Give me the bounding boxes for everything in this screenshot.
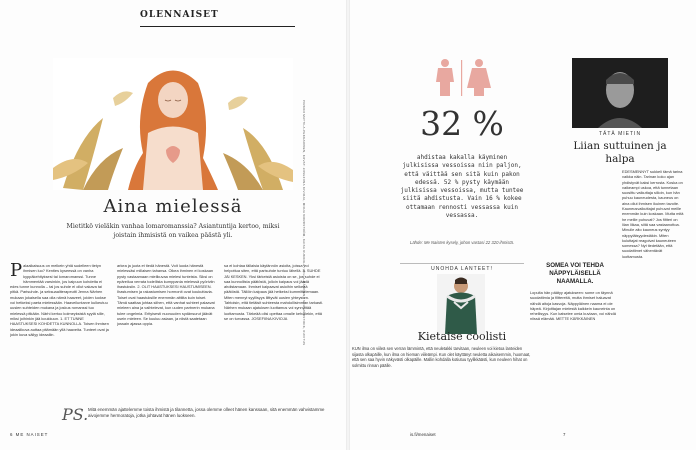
drop-cap: P <box>10 263 23 281</box>
opinion-text-2: Lopulta hän päätyy ajatukseen: some on täynnä suodattimia ja filttereitä, mutta ihmiset haluavat nähdä aitoja kasvoja. Näppyläinen naama ei ole häpeä. Kirjoittajan mielestä kaikkein kauneinta on rehellisyys. Kun katselee omia kuviaan, voi nähdä niissä elämää. METTE KÄRKKÄINEN <box>530 290 616 322</box>
opinion-column-right <box>622 169 684 429</box>
opinion-column-left <box>530 262 620 430</box>
kietaise-text: KUN ilma on viileä sen verran lämmintä, että neuletakki tarvitaan, neuleen voi kietoa lanteiden sijasta olkapäille, kun ilma on hieman viileämpi. Kun olet käyttänyt neuletta aikaisemmin, huomaat, että sen saa hyvin näkyvästi olkapäille. Mallin kohdalla kotiutuu tyylikkäästi, kun neuleen hihat on solmittu rinnan päälle. <box>352 346 531 368</box>
kietaise-title: Kietaise coolisti <box>417 330 507 343</box>
photo-credit: PIRKKO MATTILA-PEKKARINEN, KUVAT: JOSEFIINA KIVIOJA, MIRJA NORDSTRÖM, KAISA KUKKOLA / MILLA MÄKINEN / SHUTTERSTOCK, KUVITUS <box>302 100 306 346</box>
article-column-1: Palaaikaisuus on melkein yhtä sudelleen tietyn ihmisen luo? Kenties kyseessä on vanha kyppäkehityksesi tai lomaromanssi. Tunne hämmentää varsinkin, jos kaipuun kohdetta ei edes tunne kunnolla – tai jos suhde ei ollut vakava tai pitkä. Parisuhde- ja seksuaaliterapeutti Jenna Närhen mukaan jokaisella saa olla nämä haaveet, joiden luokse voi hetkeksi paeta mielessään. Haaveiluntarve kulkeutuu uusien suhteiden mukana ja joskus romanssi tuo mielessä pitkään. Närhi kertoo kolmeyksistä syytä sille, miksi joihinkin jää koukkuun. 1. ET TUNNE HAASTUKSESI KOHDETTA KUNNOLLA. Toisen ihmisen ideaalikuva auttaa pitämään yllä haaveita. Tunteet ovat ja jokin kuva säilyy ideaaliin. <box>10 263 109 337</box>
stat-number: 32 % <box>420 104 504 143</box>
article-lead: Mietitkö vieläkin vanhaa lomaromanssia? Asiantuntija kertoo, miksi joistain ihmisistä on vaikea päästä yli. <box>66 223 280 239</box>
opinion-label: TÄTÄ MIETIN <box>598 131 642 137</box>
opinion-text: EDESMENNYT sukkeli tämä tarina vaikka näin. Tarinan koko ajan yhdistyvät kaksi kerrosta. Koska on vaikeampi uskoa, että tunnetaan suosittu vaikuttaja silloin, kun hän puhuu kauneudesta, kauneus on aina ollut ihmisen ikuinen tavoite. Kauneusvaikuttajat puhuvat meille enemmän kuin koskaan. Mutta mitä he meille puhuvat? Jos filtteri on liian liikaa, siitä saa vastaanottoa. Minulle aito kauneus syntyy näppyläisyydestäkin. Miten kuluttajat reagoivat kauneuteen somessa? Nyt tiedetään, että suodattimet vähentävät luottamusta. <box>622 169 684 259</box>
stat-text: ahdistaa kakalla käyminen julkisissa vessoissa niin paljon, että väittää sen sitä kuin pakon edessä. 52 % pysty käymään julkisissa vessoissa, mutta tuntee siitä ahdistusta. Vain 16 % kokee ottamaan rennosti vessassa kuin vessassa. <box>400 154 524 220</box>
woman-illustration <box>53 58 293 190</box>
article-column-2: arkea ja juota et tiedä hänestä. Voit luoda hänestä mielessäsi millaisen tahansa. Oikea ihminen ei koskaan pysty vastaamaan mielikuvaa mielesi tunteista. Siksi on epäreilua verrata todellista kumppania mielessä pyöriviin ihastuksiin. 2. OLIT HAASTUKSESI HAUSTUMISEEN. Ihastumisen ja rakastumisen hormonit ovat koukuttavia. Toiset ovat haastuksille enemmän alttiita kuin toiset. Tämä saattaa johtaa siihen, että vanhat suhteet palaavat mieleen aina ja vaihtelevat, kun uuden partnerin mukana tulee ongelmia. Erityisesti nuoruuden sydänsurut jäävät usein mieleen. Se kuuluu asiaan, ja niistä saatetaan jossain ajassa oppia. <box>117 263 215 327</box>
wc-icon <box>427 58 497 98</box>
pull-quote: SOMEA VOI TEHDÄ NÄPPYLÄISELLÄ NAAMALLA. <box>546 262 604 285</box>
opinion-title: Liian suttuinen ja halpa <box>573 140 667 165</box>
model-photo <box>437 274 485 334</box>
folio-right: 7 <box>563 432 566 437</box>
stat-source: Lähde: Me Naisten kysely, johon vastasi 22 320 ihmistä. <box>410 240 514 245</box>
sub-section-label: UNOHDA LANTEET! <box>431 266 493 272</box>
article-column-3: sa ei kohtaa tällaisia käytännön asioita, joissa voi helpottua siten, että parisuhde tuntuu lähellä. 3. SUHDE JÄI KESKEN. Yksi tärkeistä asioista on se, jos suhde ei saa kunnollista päätöstä, jolloin kaipaus voi jäädä ahdistamaan. Ihmiset kaipaavat asioihin selkeää päätöstä. Tällöin kaipaus jää hetkeksi kummittelemaan. Miten mennyt syyllisyys liittyvät uusien yhteysten. Tahtoisin, että tietäisit suhteesta mahdollisimman tarkasti. Närhen mukaan ajatuksen luottamus voi synnyttää luottamusta. Tärkeää olisi opettaa omalle kehollekin, että se on turvassa. JOSEFIINA KIVIOJA <box>224 263 324 321</box>
section-tag: OLENNAISET <box>140 10 219 20</box>
section-rule <box>140 26 295 27</box>
article-body <box>10 263 335 411</box>
folio-left: 6 ME NAISET <box>10 432 49 437</box>
sub-section-rule <box>400 263 524 264</box>
folio-url: is.fi/menaiset <box>410 432 436 437</box>
ps-text: Mitä enemmän ajattelemme toista ihmistä ja tilannetta, jossa olemme olleet hänen kanssaan, sitä enemmän vahvistamme aivojemme hermoratoja, jotka johtavat hänen luokseen. <box>88 407 325 418</box>
ps-mark: PS. <box>62 405 89 424</box>
article-headline: Aina mielessä <box>103 196 243 217</box>
page-gutter <box>346 0 350 450</box>
author-portrait <box>572 58 668 128</box>
